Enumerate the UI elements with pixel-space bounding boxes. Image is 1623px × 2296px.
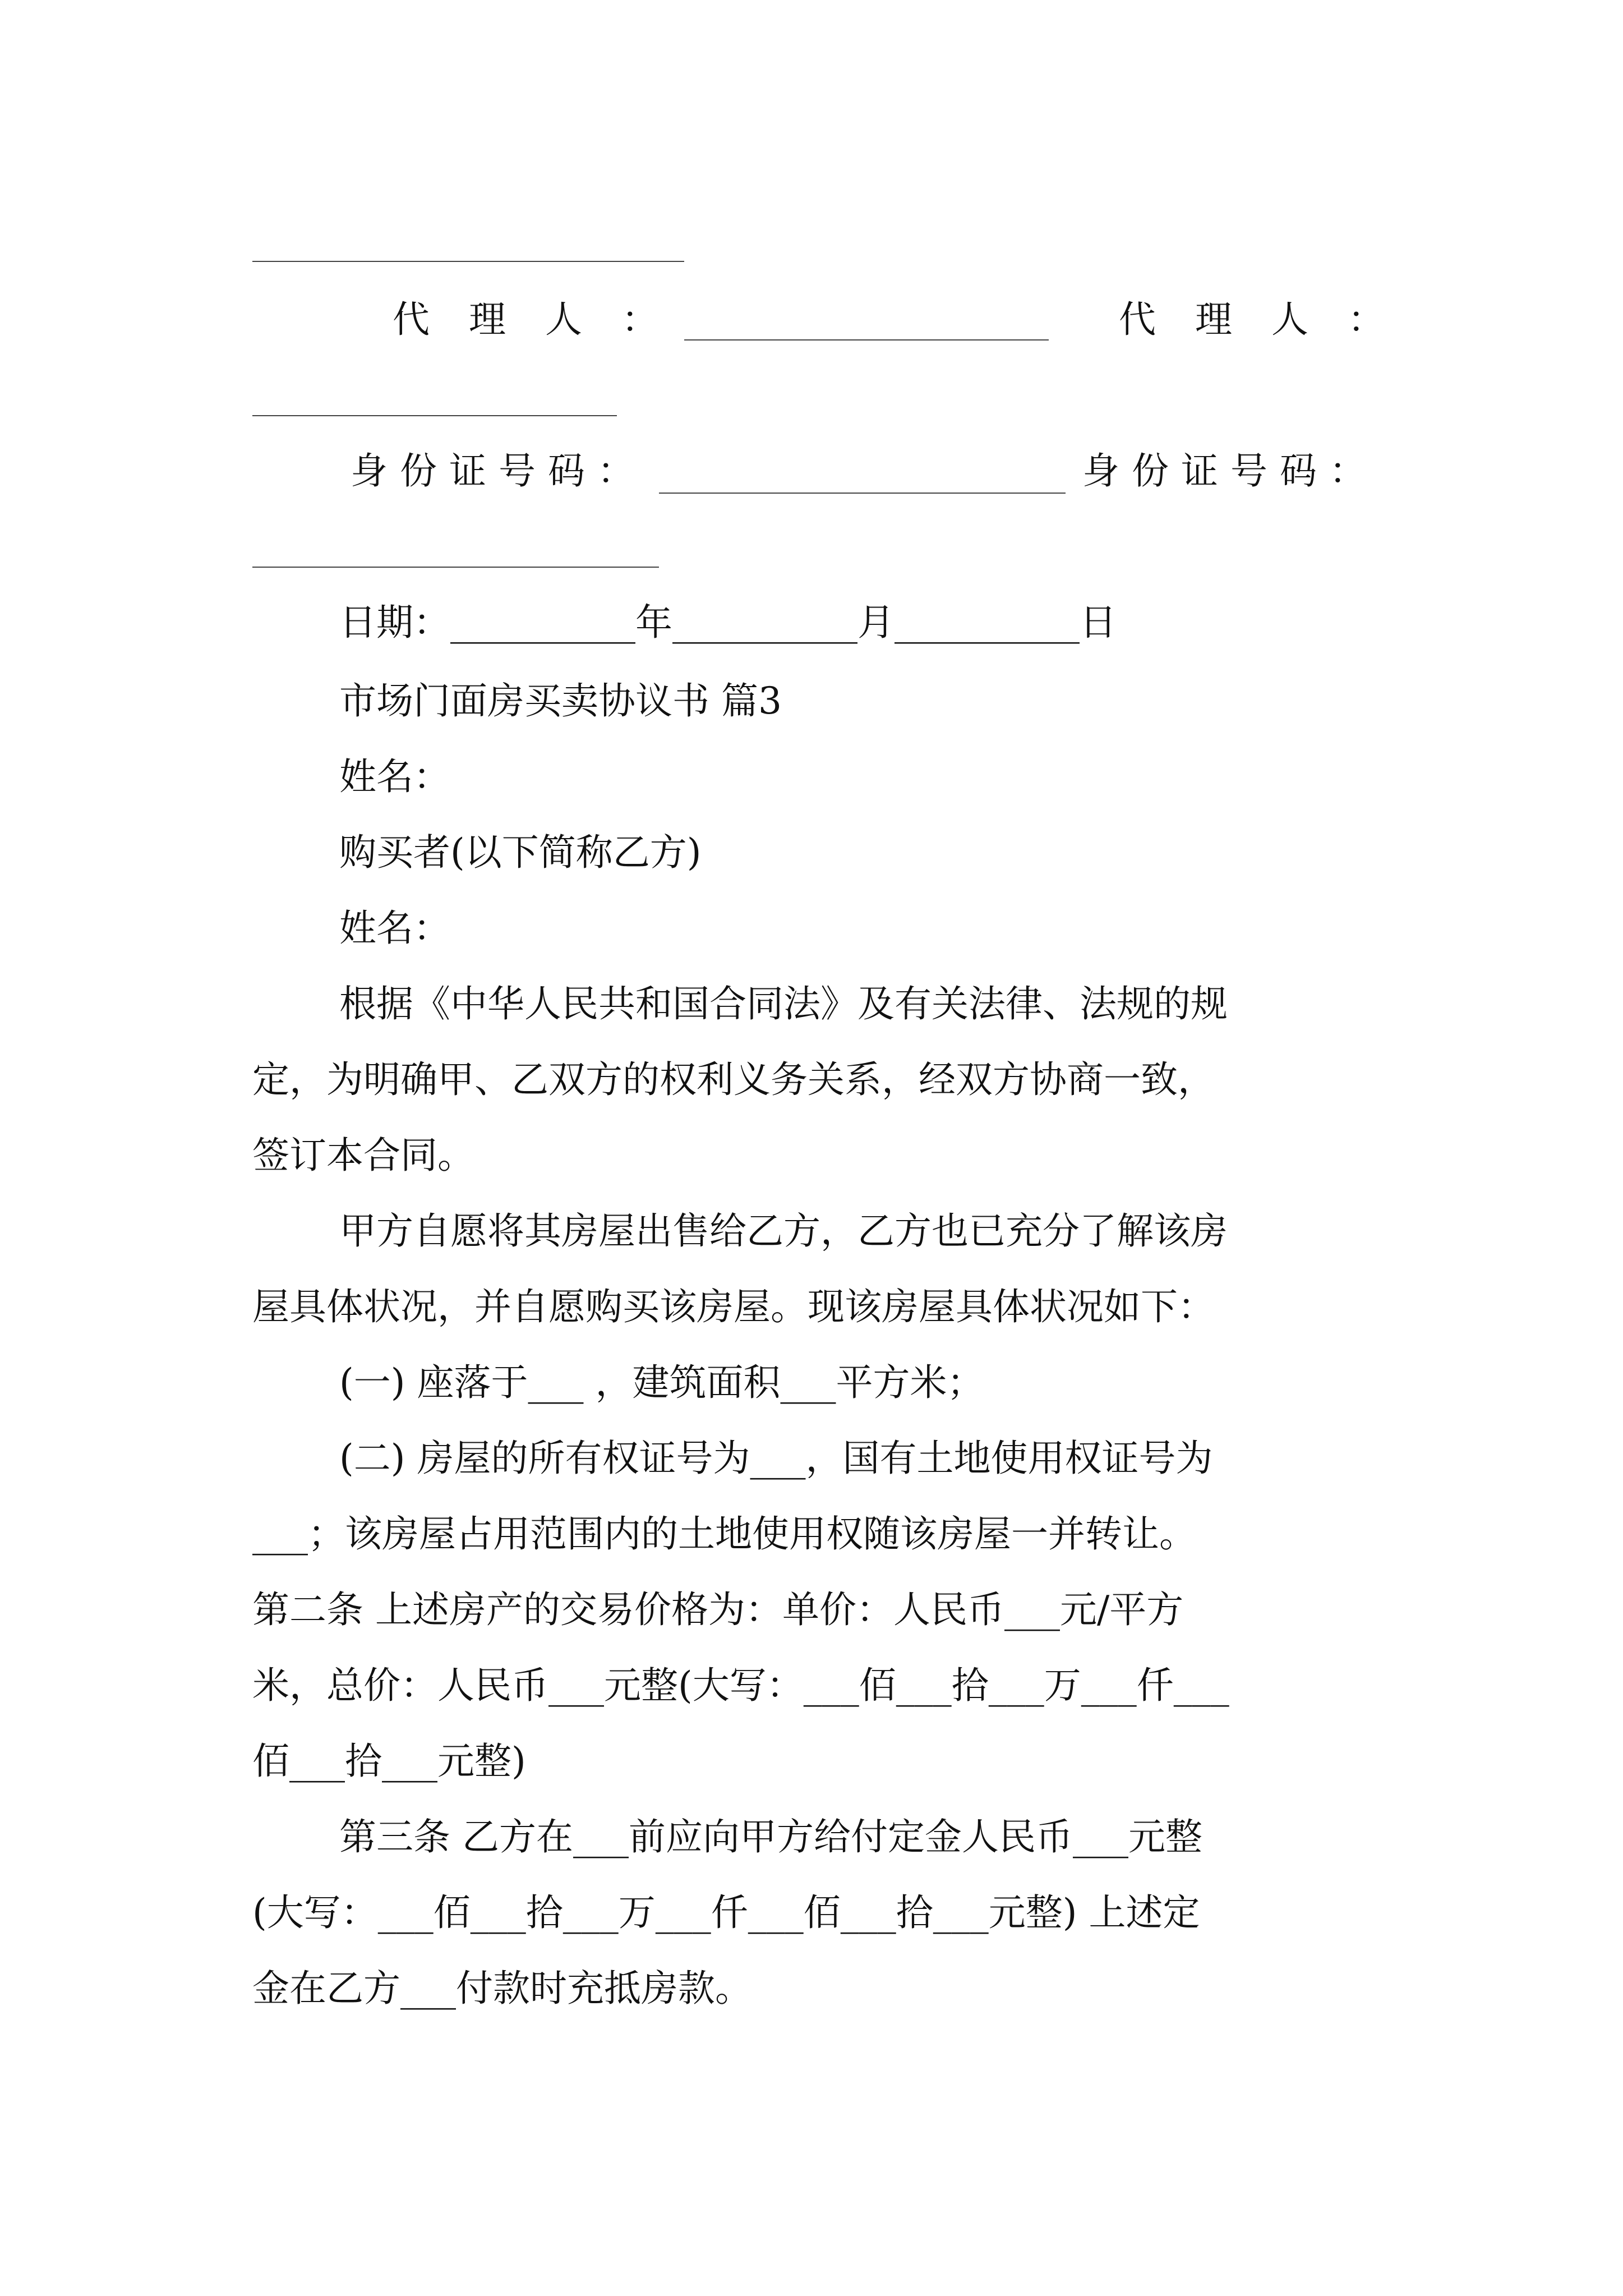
paragraph-line: 根据《中华人民共和国合同法》及有关法律、法规的规 bbox=[339, 982, 1228, 1025]
item-2-cont: ___；该房屋占用范围内的土地使用权随该房屋一并转让。 bbox=[252, 1512, 1196, 1556]
article-3-cont: 金在乙方___付款时充抵房款。 bbox=[252, 1967, 752, 2010]
article-2-cont: 米，总价：人民币___元整(大写：___佰___拾___万___仟___ bbox=[252, 1664, 1229, 1707]
paragraph-line: 屋具体状况，并自愿购买该房屋。现该房屋具体状况如下： bbox=[252, 1285, 1215, 1328]
agent-right-blank bbox=[252, 415, 617, 416]
id-right-label: 身份证号码： bbox=[1082, 449, 1378, 493]
section-title: 市场门面房买卖协议书 篇3 bbox=[339, 679, 782, 723]
agent-left-blank bbox=[684, 339, 1049, 341]
date-line: 日期：__________年__________月__________日 bbox=[339, 601, 1117, 644]
item-2: (二) 房屋的所有权证号为___，国有土地使用权证号为 bbox=[339, 1437, 1213, 1480]
id-left-label: 身份证号码： bbox=[351, 449, 647, 493]
id-left-blank bbox=[659, 493, 1066, 494]
paragraph-line: 甲方自愿将其房屋出售给乙方，乙方也已充分了解该房 bbox=[339, 1209, 1228, 1253]
seller-name: 姓名： bbox=[339, 755, 450, 798]
agent-left-label: 代理人： bbox=[393, 298, 698, 341]
signature-line bbox=[252, 261, 684, 262]
buyer-name: 姓名： bbox=[339, 907, 450, 950]
paragraph-line: 定，为明确甲、乙双方的权利义务关系，经双方协商一致， bbox=[252, 1058, 1215, 1101]
id-right-blank bbox=[252, 567, 659, 568]
buyer-heading: 购买者(以下简称乙方) bbox=[339, 831, 702, 874]
article-3-cont: (大写：___佰___拾___万___仟___佰___拾___元整) 上述定 bbox=[252, 1891, 1200, 1934]
article-2: 第二条 上述房产的交易价格为：单价：人民币___元/平方 bbox=[252, 1588, 1184, 1631]
item-1: (一) 座落于___ ，建筑面积___平方米； bbox=[339, 1361, 984, 1404]
article-3: 第三条 乙方在___前应向甲方给付定金人民币___元整 bbox=[339, 1815, 1202, 1858]
paragraph-line: 签订本合同。 bbox=[252, 1134, 474, 1177]
article-2-cont: 佰___拾___元整) bbox=[252, 1740, 526, 1783]
agent-right-label: 代理人： bbox=[1119, 298, 1424, 341]
